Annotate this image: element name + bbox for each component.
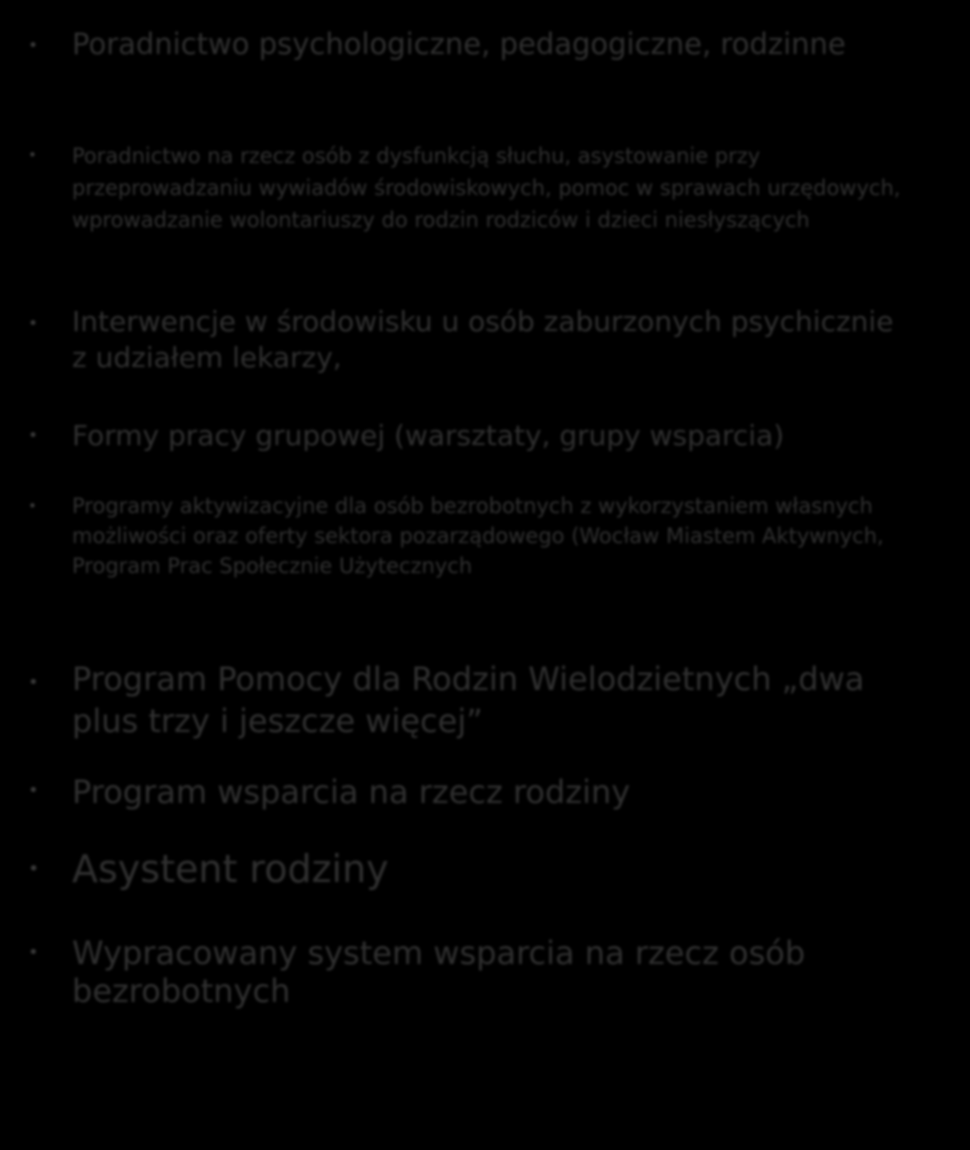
bullet-icon: •	[28, 672, 39, 693]
list-item-text: Programy aktywizacyjne dla osób bezrobotnych z wykorzystaniem własnych możliwości oraz oferty sektora pozarządowego (Wocław Miastem Aktywnych, Program Prac Społecznie Użytecznych	[72, 494, 884, 578]
bullet-icon: •	[28, 942, 39, 963]
list-item-text: Asystent rodziny	[72, 847, 389, 891]
list-item-text: Program wsparcia na rzecz rodziny	[72, 773, 631, 811]
list-item-text: Wypracowany system wsparcia na rzecz osób bezrobotnych	[72, 934, 806, 1010]
list-item-text: Poradnictwo na rzecz osób z dysfunkcją słuchu, asystowanie przy przeprowadzaniu wywiadów środowiskowych, pomoc w sprawach urzędowych, wprowadzanie wolontariuszy do rodzin rodziców i dzieci niesłyszących	[72, 144, 901, 232]
list-item-text: Interwencje w środowisku u osób zaburzonych psychicznie z udziałem lekarzy,	[72, 305, 894, 374]
bullet-icon: •	[28, 36, 39, 56]
list-item-text: Formy pracy grupowej (warsztaty, grupy wsparcia)	[72, 419, 785, 452]
list-item-text: Poradnictwo psychologiczne, pedagogiczne, rodzinne	[72, 27, 846, 61]
bullet-icon: •	[28, 858, 40, 880]
bullet-icon: •	[28, 780, 39, 801]
list-item-text: Program Pomocy dla Rodzin Wielodzietnych „dwa plus trzy i jeszcze więcej”	[72, 660, 865, 740]
bullet-icon: •	[28, 314, 39, 334]
bullet-icon: •	[28, 146, 37, 164]
bullet-icon: •	[28, 497, 37, 515]
bullet-icon: •	[28, 426, 39, 446]
